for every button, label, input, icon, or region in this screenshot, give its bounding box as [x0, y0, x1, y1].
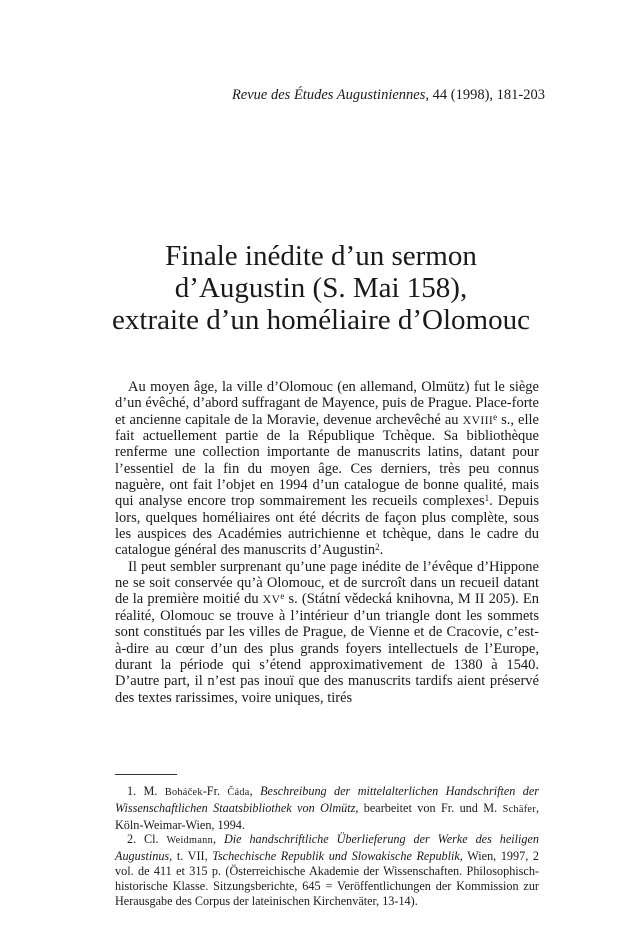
fn1-author-2: Čáda — [227, 787, 250, 798]
body-text — [115, 379, 539, 706]
fn2-text-1: t. VII, — [172, 849, 213, 864]
p1-text-d: . — [379, 542, 384, 559]
footnote-2 — [115, 832, 539, 908]
running-header — [232, 87, 545, 104]
footnote-1 — [115, 784, 539, 832]
p1-text-a: Au moyen âge, la ville d’Olomouc (en allemand, Olmütz) fut le siège d’un évêché, d’abord suffragant de Mayence, puis de Prague. Place-forte et ancienne capitale de la Moravie, devenue archevêché au — [115, 379, 539, 428]
footnote-ref-2[interactable]: 2 — [375, 542, 380, 553]
fn1-sep-b: , — [249, 784, 261, 798]
p2-text-b: s. (Státní vědecká knihovna, M II 205). En réalité, Olomouc se trouve à l’intérieur d’un triangle dont les sommets sont constitués par les villes de Prague, de Vienne et de Cracovie, c’est-à-dire au cœur d’un des plus grands foyers intellectuels de l’Europe, durant la période qui s’étend approximativement de 1380 à 1540. D’autre part, il n’est pas inouï que des manuscrits tardifs aient préservé des textes rarissimes, voire uniques, tirés — [115, 591, 539, 706]
fn1-text: bearbeitet von Fr. und M. — [358, 800, 503, 815]
journal-name: Revue des Études Augustiniennes — [231, 87, 426, 103]
p1-text-c: . Depuis lors, quelques homéliaires ont été décrits de façon plus complète, sous les auspices des Académies autrichienne et tchèque, dans le cadre du catalogue général des manuscrits d’Augustin — [115, 493, 539, 559]
fn1-end: , Köln-Weimar-Wien, 1994. — [115, 800, 539, 832]
fn2-title-2: Tschechische Republik und Slowakische Republik, — [212, 849, 463, 864]
paragraph-1 — [115, 379, 539, 559]
title-line-1: Finale inédite d’un sermon — [165, 240, 477, 272]
footnote-ref-1[interactable]: 1 — [484, 493, 490, 504]
fn1-title: Beschreibung der mittelalterlichen Handschriften der Wissenschaftlichen Staatsbibliothek von Olmütz, — [115, 784, 540, 815]
fn2-number: 2. Cl. — [127, 832, 167, 847]
title-line-3: extraite d’un homéliaire d’Olomouc — [112, 304, 530, 336]
p1-century-sup: e — [493, 411, 498, 422]
footnote-rule — [115, 774, 177, 775]
fn1-number: 1. M. — [127, 784, 165, 798]
fn1-author-1: Boháček — [164, 787, 203, 798]
footnotes — [115, 784, 539, 908]
p2-century: XV — [262, 592, 281, 607]
article-title — [0, 240, 642, 336]
p1-century: XVIII — [462, 412, 494, 427]
fn2-author: Weidmann — [166, 835, 213, 847]
title-line-2: d’Augustin (S. Mai 158), — [174, 272, 468, 304]
journal-issue: , 44 (1998), 181-203 — [425, 87, 545, 103]
fn1-author-3: Schäfer — [502, 803, 536, 815]
p2-text-a: Il peut sembler surprenant qu’une page inédite de l’évêque d’Hippone ne se soit conservée qu’à Olomouc, et de surcroît dans un recueil datant de la première moitié du — [115, 558, 539, 608]
fn2-sep: , — [213, 832, 224, 847]
fn2-title-1: Die handschriftliche Überlieferung der Werke des heiligen Augustinus, — [115, 832, 539, 864]
p1-text-b: s., elle fait actuellement partie de la République Tchèque. Sa bibliothèque renferme une collection importante de manuscrits latins, datant pour l’essentiel de la fin du moyen âge. Ces derniers, très peu connus naguère, ont fait l’objet en 1994 d’un catalogue de bonne qualité, mais qui analyse encore trop sommairement les recueils complexes — [115, 411, 539, 510]
fn1-sep-a: -Fr. — [202, 784, 228, 798]
fn2-text-2: Wien, 1997, 2 vol. de 411 et 315 p. (Österreichische Akademie der Wissenschaften. Philosophisch-historische Klasse. Sitzungsberichte, 645 = Veröffentlichungen der Kommission zur Herausgabe des Corpus der lateinischen Kirchenväter, 13-14). — [115, 849, 539, 908]
paragraph-2 — [115, 559, 539, 706]
p2-century-sup: e — [280, 591, 285, 602]
